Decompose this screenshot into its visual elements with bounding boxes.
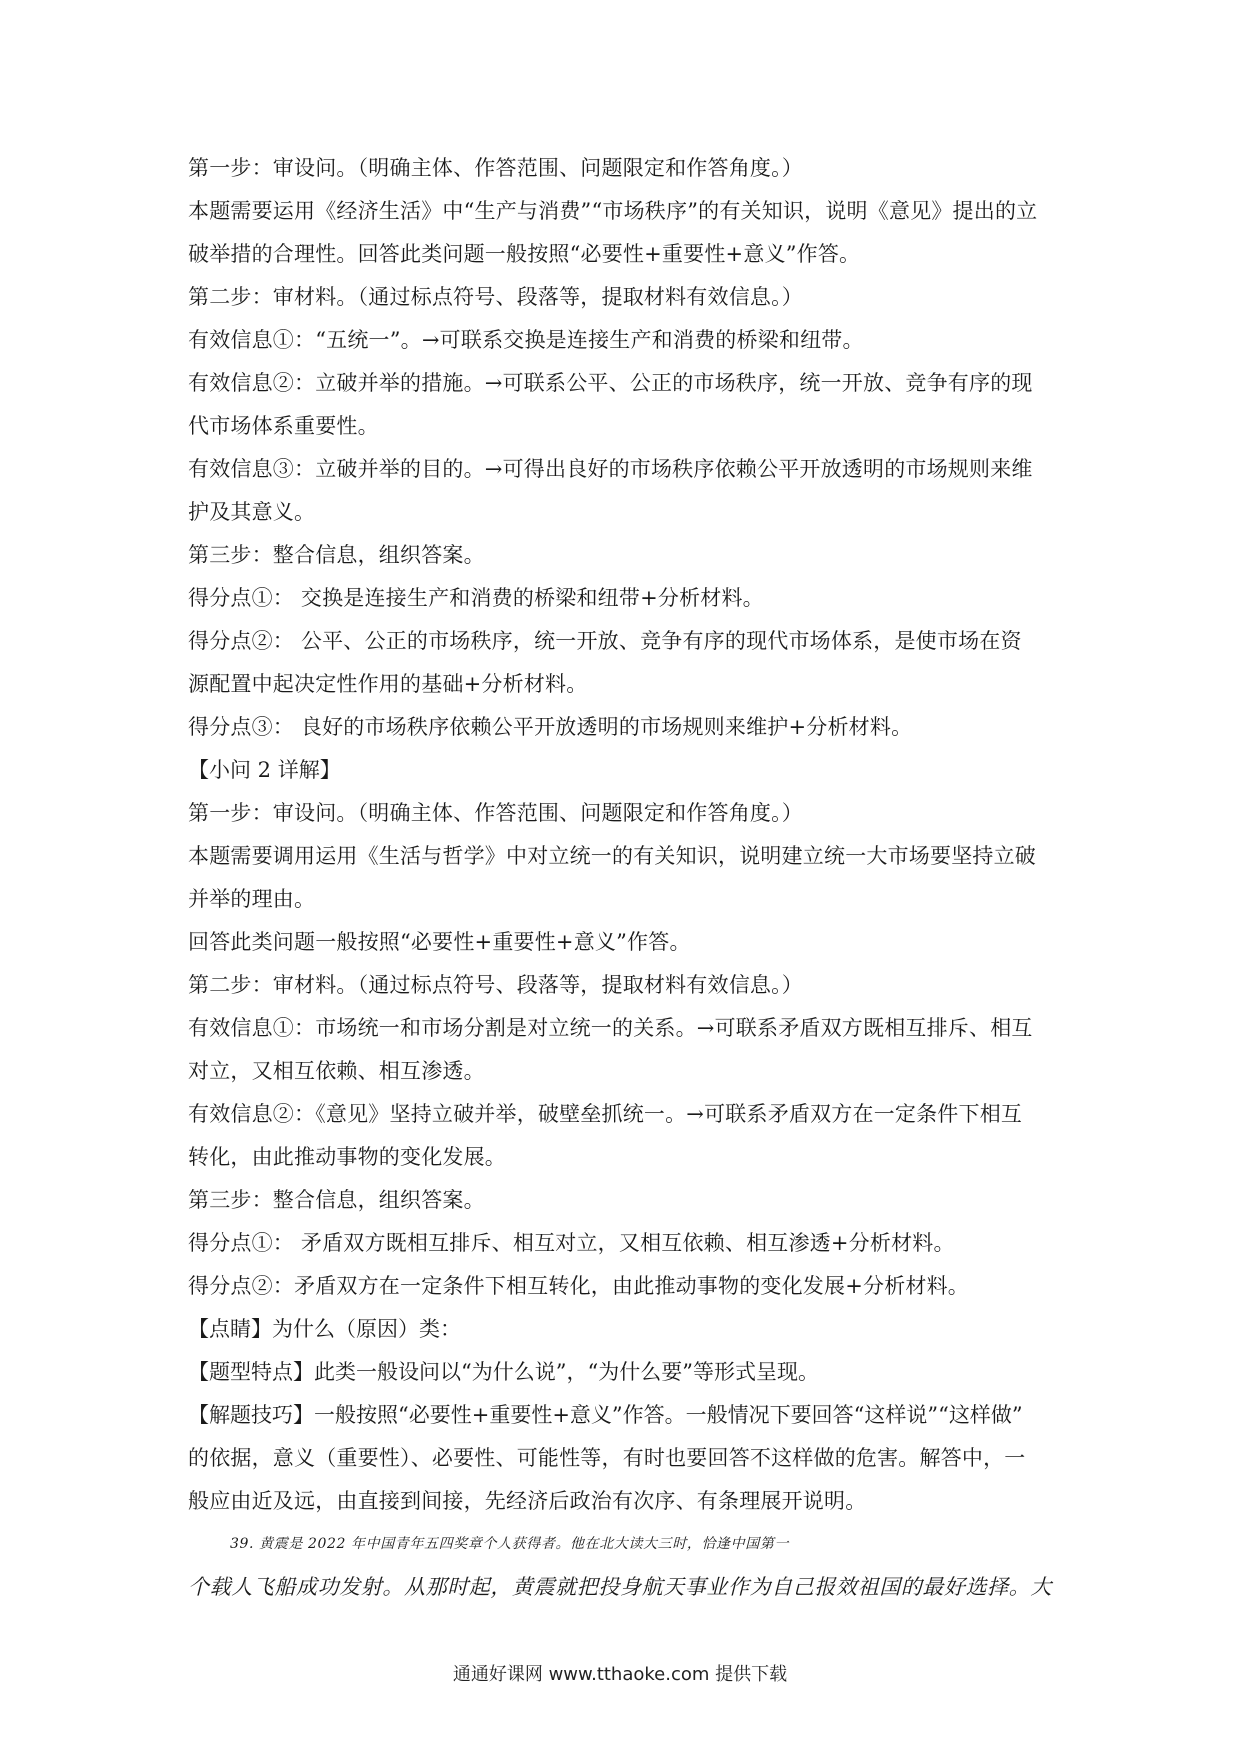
text-line: 第二步：审材料。（通过标点符号、段落等，提取材料有效信息。） bbox=[188, 973, 803, 997]
text-line: 的依据，意义（重要性）、必要性、可能性等，有时也要回答不这样做的危害。解答中，一 bbox=[188, 1446, 1026, 1470]
text-line: 得分点①： 矛盾双方既相互排斥、相互对立，又相互依赖、相互渗透+分析材料。 bbox=[188, 1231, 955, 1255]
text-line: 源配置中起决定性作用的基础+分析材料。 bbox=[188, 672, 588, 696]
text-line: 第二步：审材料。（通过标点符号、段落等，提取材料有效信息。） bbox=[188, 285, 803, 309]
text-line: 【题型特点】此类一般设问以“为什么说”，“为什么要”等形式呈现。 bbox=[188, 1360, 819, 1384]
text-line: 有效信息①：“五统一”。→可联系交换是连接生产和消费的桥梁和纽带。 bbox=[188, 328, 864, 352]
text-line: 有效信息③：立破并举的目的。→可得出良好的市场秩序依赖公平开放透明的市场规则来维 bbox=[188, 457, 1033, 481]
text-line: 并举的理由。 bbox=[188, 887, 316, 911]
text-line: 般应由近及远，由直接到间接，先经济后政治有次序、有条理展开说明。 bbox=[188, 1489, 867, 1513]
text-line: 【解题技巧】一般按照“必要性+重要性+意义”作答。一般情况下要回答“这样说”“这样做” bbox=[188, 1403, 1023, 1427]
text-line: 破举措的合理性。回答此类问题一般按照“必要性+重要性+意义”作答。 bbox=[188, 242, 861, 266]
document-body bbox=[188, 147, 1058, 1609]
text-line: 得分点②：矛盾双方在一定条件下相互转化，由此推动事物的变化发展+分析材料。 bbox=[188, 1274, 969, 1298]
text-line: 代市场体系重要性。 bbox=[188, 414, 379, 438]
text-line: 对立，又相互依赖、相互渗透。 bbox=[188, 1059, 485, 1083]
text-line: 第三步：整合信息，组织答案。 bbox=[188, 543, 485, 567]
text-line: 第三步：整合信息，组织答案。 bbox=[188, 1188, 485, 1212]
text-line: 本题需要调用运用《生活与哲学》中对立统一的有关知识，说明建立统一大市场要坚持立破 bbox=[188, 844, 1036, 868]
text-line: 转化，由此推动事物的变化发展。 bbox=[188, 1145, 506, 1169]
text-line: 有效信息②：立破并举的措施。→可联系公平、公正的市场秩序，统一开放、竞争有序的现 bbox=[188, 371, 1033, 395]
question-39-line-1: 39. 黄震是 2022 年中国青年五四奖章个人获得者。他在北大读大三时，恰逢中国第一 bbox=[230, 1536, 790, 1552]
text-line: 有效信息①：市场统一和市场分割是对立统一的关系。→可联系矛盾双方既相互排斥、相互 bbox=[188, 1016, 1033, 1040]
section-heading: 【小问 2 详解】 bbox=[188, 758, 341, 782]
tip-heading: 【点睛】为什么（原因）类： bbox=[188, 1317, 461, 1341]
text-line: 第一步：审设问。（明确主体、作答范围、问题限定和作答角度。） bbox=[188, 801, 803, 825]
text-line: 第一步：审设问。（明确主体、作答范围、问题限定和作答角度。） bbox=[188, 156, 803, 180]
text-line: 护及其意义。 bbox=[188, 500, 316, 524]
page-footer: 通通好课网 www.tthaoke.com 提供下载 bbox=[452, 1664, 788, 1685]
text-line: 回答此类问题一般按照“必要性+重要性+意义”作答。 bbox=[188, 930, 691, 954]
text-line: 得分点①： 交换是连接生产和消费的桥梁和纽带+分析材料。 bbox=[188, 586, 764, 610]
question-39-line-2: 个载人飞船成功发射。从那时起，黄震就把投身航天事业作为自己报效祖国的最好选择。大 bbox=[188, 1575, 1052, 1599]
text-line: 得分点③： 良好的市场秩序依赖公平开放透明的市场规则来维护+分析材料。 bbox=[188, 715, 913, 739]
text-line: 得分点②： 公平、公正的市场秩序，统一开放、竞争有序的现代市场体系，是使市场在资 bbox=[188, 629, 1022, 653]
text-line: 本题需要运用《经济生活》中“生产与消费”“市场秩序”的有关知识，说明《意见》提出的立 bbox=[188, 199, 1038, 223]
text-line: 有效信息②：《意见》坚持立破并举，破壁垒抓统一。→可联系矛盾双方在一定条件下相互 bbox=[188, 1102, 1023, 1126]
